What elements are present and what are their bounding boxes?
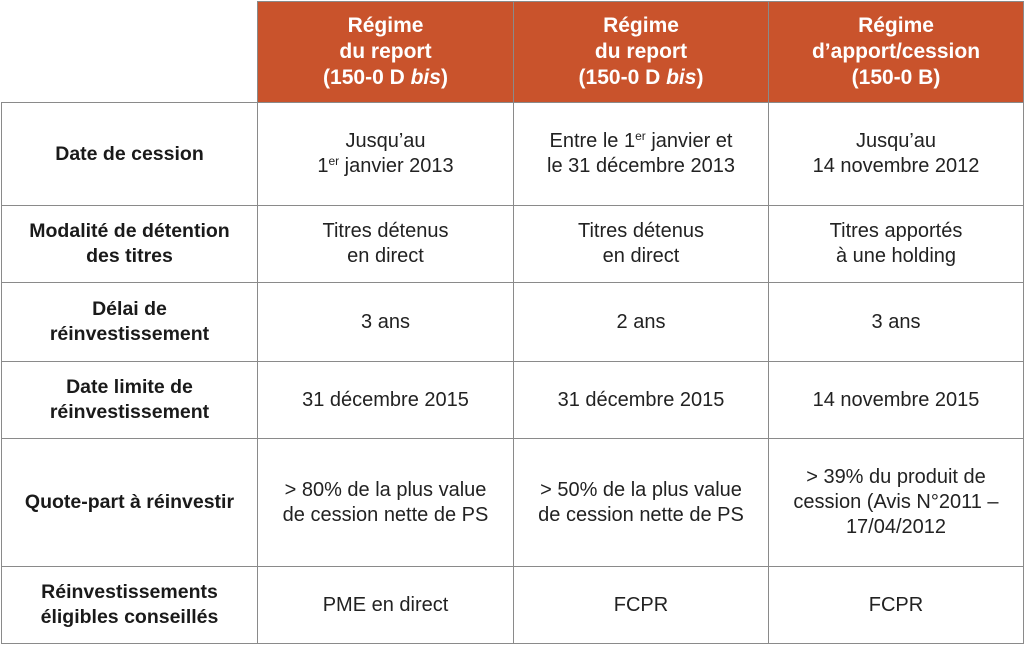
header-corner-empty <box>2 2 258 103</box>
header-regime-report-1: Régime du report (150-0 D bis) <box>258 2 514 103</box>
cell-date-limite-1: 31 décembre 2015 <box>258 362 514 439</box>
cell-quote-part-3: > 39% du produit de cession (Avis N°2011 – 17/04/2012 <box>769 439 1024 567</box>
header-row <box>2 2 1024 103</box>
cell-modalite-detention-1: Titres détenus en direct <box>258 206 514 283</box>
cell-modalite-detention-3: Titres apportés à une holding <box>769 206 1024 283</box>
header-regime-report-2: Régime du report (150-0 D bis) <box>514 2 769 103</box>
row-date-de-cession <box>2 103 1024 206</box>
cell-date-de-cession-1: Jusqu’au 1er janvier 2013 <box>258 103 514 206</box>
row-label-delai-reinvestissement: Délai de réinvestissement <box>2 283 258 362</box>
cell-reinvestissements-1: PME en direct <box>258 567 514 644</box>
cell-delai-reinvestissement-1: 3 ans <box>258 283 514 362</box>
cell-delai-reinvestissement-2: 2 ans <box>514 283 769 362</box>
cell-quote-part-2: > 50% de la plus value de cession nette de PS <box>514 439 769 567</box>
cell-delai-reinvestissement-3: 3 ans <box>769 283 1024 362</box>
cell-date-de-cession-2: Entre le 1er janvier et le 31 décembre 2013 <box>514 103 769 206</box>
row-delai-reinvestissement <box>2 283 1024 362</box>
row-reinvestissements-eligibles <box>2 567 1024 644</box>
cell-reinvestissements-3: FCPR <box>769 567 1024 644</box>
row-quote-part <box>2 439 1024 567</box>
row-label-date-de-cession: Date de cession <box>2 103 258 206</box>
cell-date-de-cession-3: Jusqu’au 14 novembre 2012 <box>769 103 1024 206</box>
cell-reinvestissements-2: FCPR <box>514 567 769 644</box>
cell-date-limite-3: 14 novembre 2015 <box>769 362 1024 439</box>
row-label-date-limite-reinvestissement: Date limite de réinvestissement <box>2 362 258 439</box>
cell-modalite-detention-2: Titres détenus en direct <box>514 206 769 283</box>
row-label-modalite-detention: Modalité de détention des titres <box>2 206 258 283</box>
row-label-quote-part: Quote-part à réinvestir <box>2 439 258 567</box>
row-modalite-detention <box>2 206 1024 283</box>
cell-date-limite-2: 31 décembre 2015 <box>514 362 769 439</box>
comparison-table <box>1 1 1024 644</box>
row-label-reinvestissements-eligibles: Réinvestissements éligibles conseillés <box>2 567 258 644</box>
header-regime-apport-cession: Régime d’apport/cession (150-0 B) <box>769 2 1024 103</box>
cell-quote-part-1: > 80% de la plus value de cession nette de PS <box>258 439 514 567</box>
row-date-limite-reinvestissement <box>2 362 1024 439</box>
